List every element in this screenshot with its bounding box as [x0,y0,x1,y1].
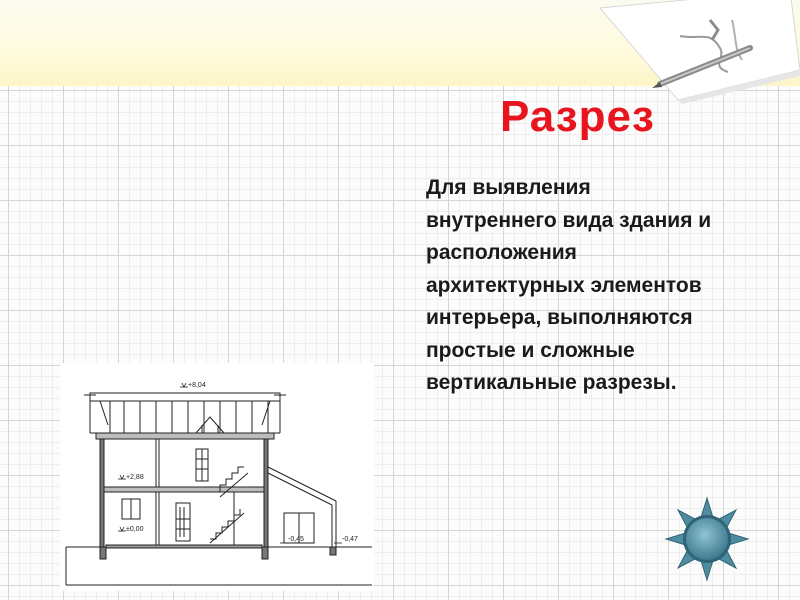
ground-floor-elevation-label: ±0,00 [126,526,144,533]
second-floor-elevation-label: +2,88 [126,474,144,481]
slide-title: Разрез [500,92,655,141]
sun-ray [701,498,713,518]
outside-elevation-label: -0,47 [342,536,358,543]
sun-star-icon[interactable] [664,496,750,582]
annex-elevation-label: -0,45 [288,536,304,543]
roof-elevation-label: +8,04 [188,382,206,389]
sun-ray [701,560,713,580]
building-section-svg [60,363,374,591]
building-section-drawing [60,363,374,591]
sun-ray [728,533,748,545]
slide-body-text: Для выявления внутреннего вида здания и расположения архитектурных элементов интерьера, выполняются простые и сложные вертикальные разрезы. [426,176,712,394]
sun-ray [666,533,686,545]
